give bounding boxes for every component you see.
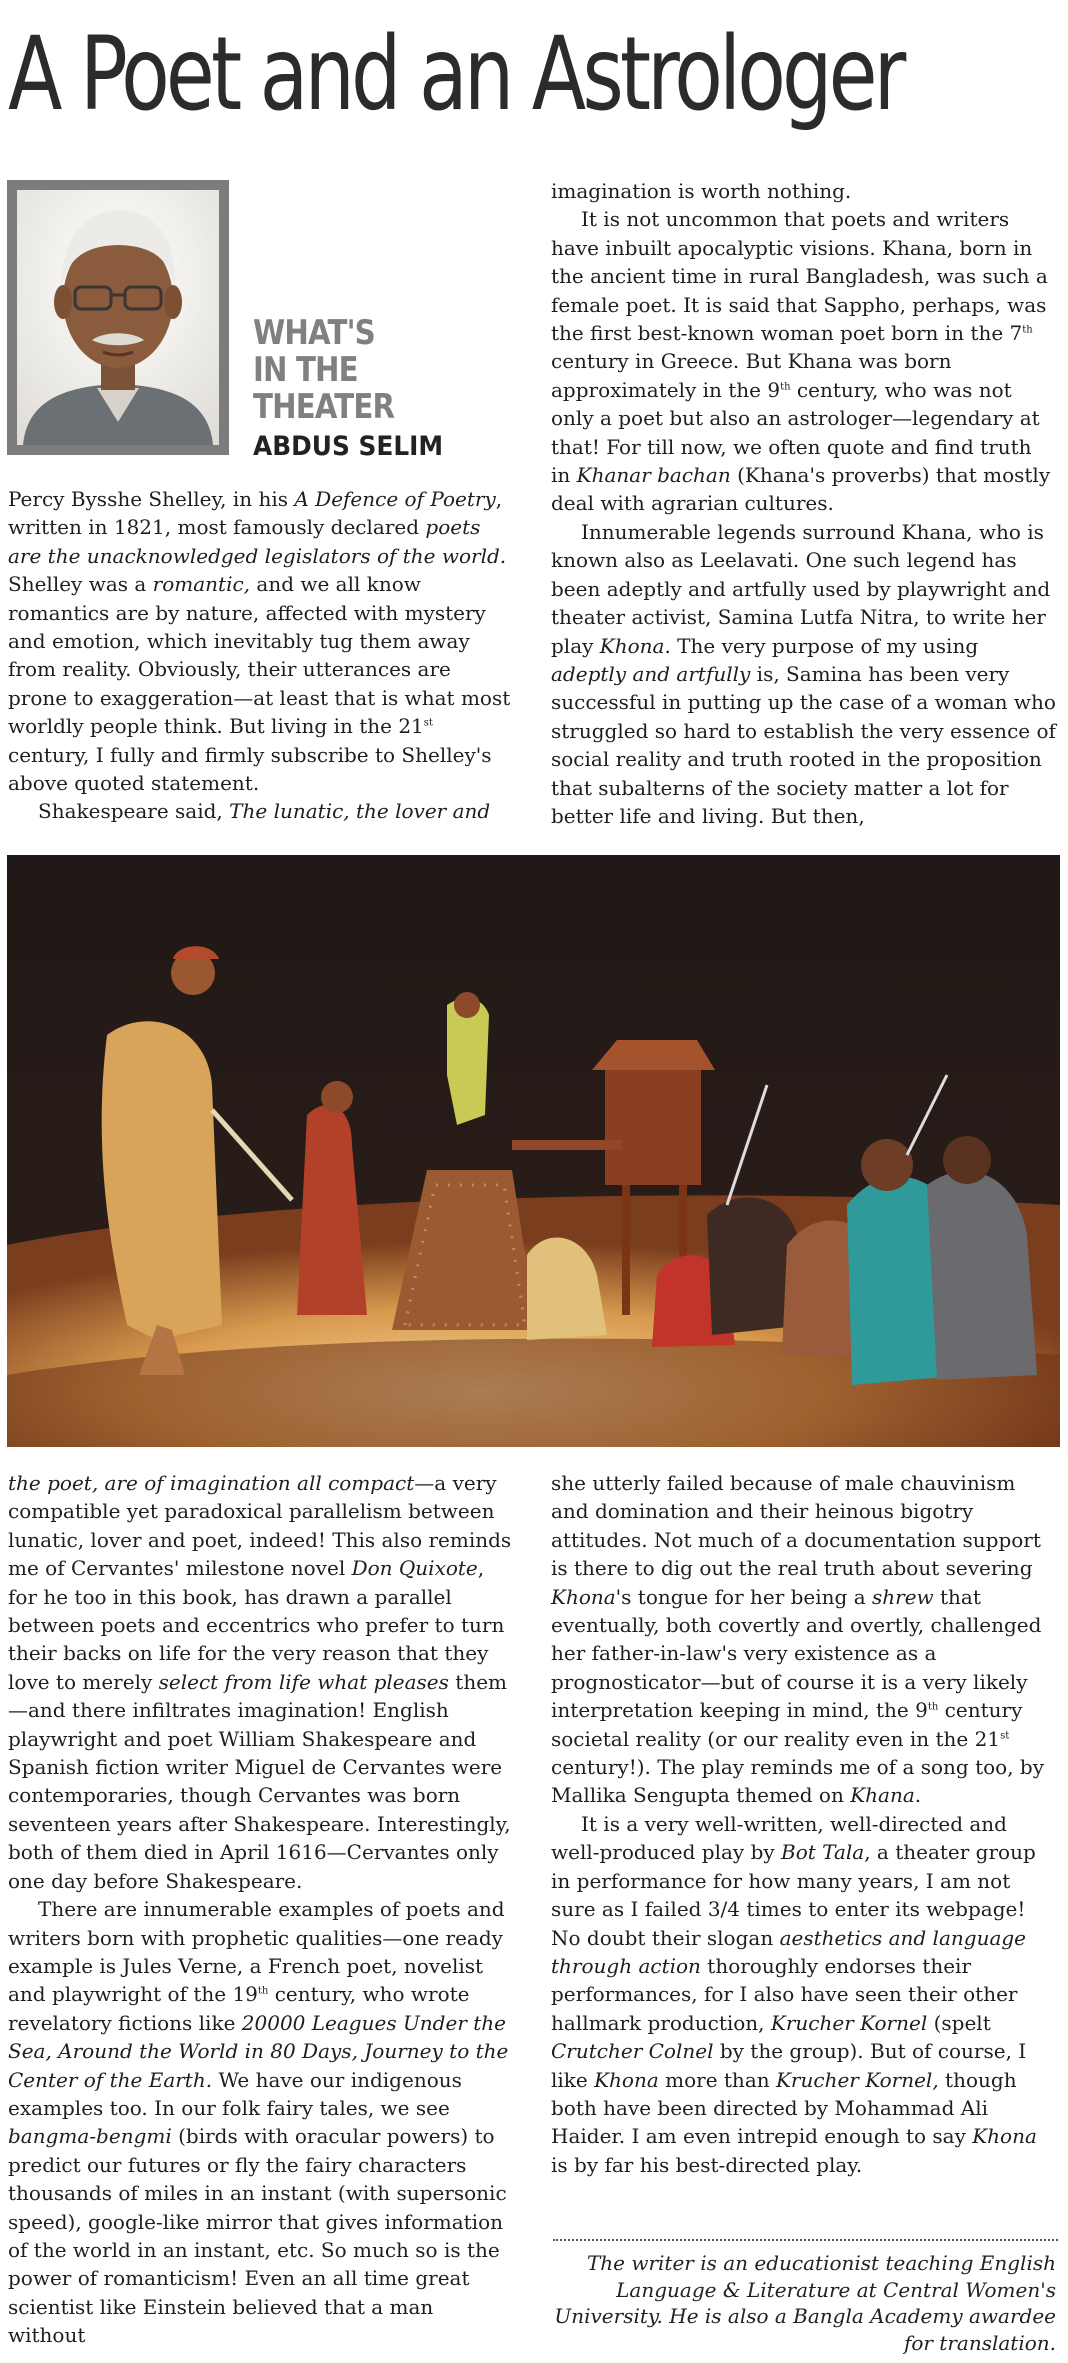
- column-1: [8, 485, 513, 826]
- author-portrait: [7, 180, 229, 455]
- paragraph: she utterly failed because of male chauvinism and domination and their heinous bigotry attitudes. Not much of a documentation support is there to dig out the real truth about severing Khona's tongue for her being a shrew that eventually, both covertly and overtly, challenged her father-in-law's very existence as a prognosticator—but of course it is a very likely interpretation keeping in mind, the 9th century societal reality (or our reality even in the 21st century!). The play reminds me of a song too, by Mallika Sengupta themed on Khana.: [551, 1471, 1045, 1808]
- paragraph: There are innumerable examples of poets and writers born with prophetic qualities—one ready example is Jules Verne, a French poet, novelist and playwright of the 19th century, who wrote revelatory fictions like 20000 Leagues Under the Sea, Around the World in 80 Days, Journey to the Center of the Earth. We have our indigenous examples too. In our folk fairy tales, we see bangma-bengmi (birds with oracular powers) to predict our futures or fly the fairy characters thousands of miles in an instant (with supersonic speed), google-like mirror that gives information of the world in an instant, etc. So much so is the power of romanticism! Even an all time great scientist like Einstein believed that a man without: [8, 1897, 509, 2348]
- author-note: The writer is an educationist teaching English Language & Literature at Central Women's University. He is also a Bangla Academy awardee for translation.: [554, 2251, 1056, 2355]
- column-tag-line: THEATER: [253, 387, 395, 427]
- stage-scene-photo: [7, 855, 1060, 1447]
- column-2: [551, 177, 1056, 830]
- paragraph: Innumerable legends surround Khana, who is known also as Leelavati. One such legend has been adeptly and artfully used by playwright and theater activist, Samina Lutfa Nitra, to write her play Khona. The very purpose of my using adeptly and artfully is, Samina has been very successful in putting up the case of a woman who struggled so hard to establish the very essence of social reality and truth rooted in the proposition that subalterns of the society matter a lot for better life and living. But then,: [551, 519, 1056, 828]
- column-tag-line: WHAT'S: [253, 313, 375, 353]
- column-tag: [253, 315, 394, 426]
- paragraph: Shakespeare said, The lunatic, the lover and: [38, 799, 491, 824]
- paragraph: the poet, are of imagination all compact—a very compatible yet paradoxical parallelism between lunatic, lover and poet, indeed! This also reminds me of Cervantes' milestone novel Don Quixote, for he too in this book, has drawn a parallel between poets and eccentrics who prefer to turn their backs on life for the very reason that they love to merely select from life what pleases them—and there infiltrates imagination! English playwright and poet William Shakespeare and Spanish fiction writer Miguel de Cervantes were contemporaries, though Cervantes was born seventeen years after Shakespeare. Interestingly, both of them died in April 1616—Cervantes only one day before Shakespeare.: [8, 1471, 512, 1893]
- paragraph: imagination is worth nothing.: [551, 179, 852, 203]
- headline: A Poet and an Astrologer: [8, 15, 903, 134]
- column-4: [551, 1469, 1056, 2179]
- divider: [553, 2239, 1058, 2241]
- byline: ABDUS SELIM: [253, 431, 444, 462]
- paragraph: It is a very well-written, well-directed and well-produced play by Bot Tala, a theater group in performance for how many years, I am not sure as I failed 3/4 times to enter its webpage! No doubt their slogan aesthetics and language through action thoroughly endorses their performances, for I also have seen their other hallmark production, Krucher Kornel (spelt Crutcher Colnel by the group). But of course, I like Khona more than Krucher Kornel, though both have been directed by Mohammad Ali Haider. I am even intrepid enough to say Khona is by far his best-directed play.: [551, 1811, 1037, 2177]
- column-3: [8, 1469, 513, 2350]
- column-tag-line: IN THE: [253, 350, 358, 390]
- paragraph: It is not uncommon that poets and writers have inbuilt apocalyptic visions. Khana, born in the ancient time in rural Bangladesh, was such a female poet. It is said that Sappho, perhaps, was the first best-known woman poet born in the 7th century in Greece. But Khana was born approximately in the 9th century, who was not only a poet but also an astrologer—legendary at that! For till now, we often quote and find truth in Khanar bachan (Khana's proverbs) that mostly deal with agrarian cultures.: [551, 207, 1051, 516]
- paragraph: Percy Bysshe Shelley, in his A Defence of Poetry, written in 1821, most famously declared poets are the unacknowledged legislators of the world. Shelley was a romantic, and we all know romantics are by nature, affected with mystery and emotion, which inevitably tug them away from reality. Obviously, their utterances are prone to exaggeration—at least that is what most worldly people think. But living in the 21st century, I fully and firmly subscribe to Shelley's above quoted statement.: [8, 487, 511, 796]
